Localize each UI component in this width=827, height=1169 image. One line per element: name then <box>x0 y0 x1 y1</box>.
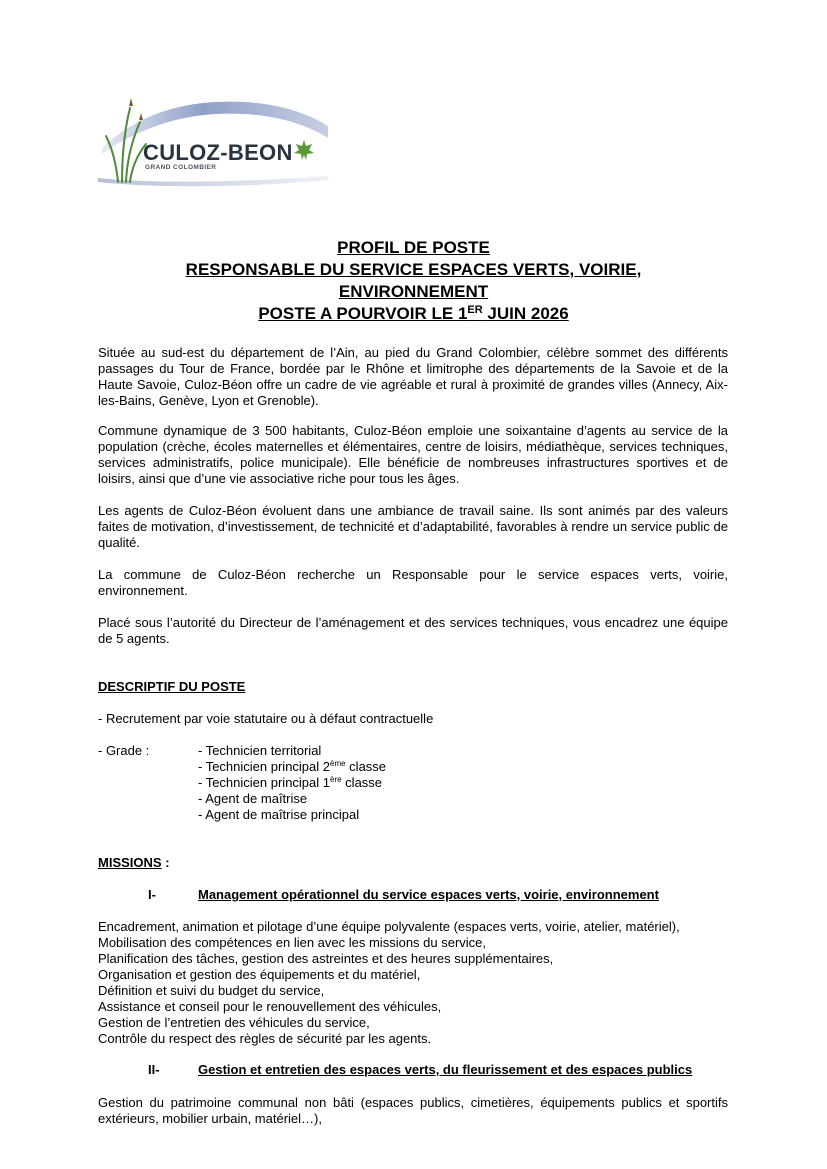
intro-paragraph-2: Commune dynamique de 3 500 habitants, Culoz-Béon emploie une soixantaine d’agents au service de la population (crèche, écoles maternelles et élémentaires, centre de loisirs, médiathèque, services techniques, services administratifs, police municipale). Elle bénéficie de nombreuses infrastructures sportives et de loisirs, ainsi que d’une vie associative riche pour tous les âges. <box>98 423 728 486</box>
section-2-number: II- <box>148 1062 160 1077</box>
recrutement-line: - Recrutement par voie statutaire ou à défaut contractuelle <box>98 711 434 726</box>
grade-label: - Grade : <box>98 743 150 758</box>
title-line-1: PROFIL DE POSTE <box>337 238 490 257</box>
section-1-number: I- <box>148 887 156 902</box>
mission-item: Planification des tâches, gestion des astreintes et des heures supplémentaires, <box>98 951 554 966</box>
grade-item-sup: ème <box>330 759 346 768</box>
grade-item <box>198 791 307 807</box>
missions-heading-suffix: : <box>161 855 170 870</box>
mission-item: Assistance et conseil pour le renouvellement des véhicules, <box>98 999 442 1014</box>
logo-name: CULOZ-BEON <box>143 140 293 165</box>
grade-item-suffix: classe <box>345 759 387 774</box>
section-2-title: Gestion et entretien des espaces verts, du fleurissement et des espaces publics <box>198 1062 693 1077</box>
section-1-title: Management opérationnel du service espaces verts, voirie, environnement <box>198 887 659 902</box>
title-line-3: ENVIRONNEMENT <box>338 282 489 301</box>
mission-item: Encadrement, animation et pilotage d’une équipe polyvalente (espaces verts, voirie, atelier, matériel), <box>98 919 680 934</box>
grade-item-text: - Agent de maîtrise principal <box>198 807 360 822</box>
grade-item-text: - Technicien territorial <box>198 743 322 758</box>
title-line-4-text: POSTE A POURVOIR LE 1 <box>258 304 468 323</box>
grade-item <box>198 743 321 759</box>
grade-item <box>198 807 359 823</box>
document-title <box>0 237 827 325</box>
mission-item: Organisation et gestion des équipements et du matériel, <box>98 967 421 982</box>
grade-item-text: - Technicien principal 2 <box>198 759 330 774</box>
mission-item: Mobilisation des compétences en lien avec les missions du service, <box>98 935 487 950</box>
title-line-2: RESPONSABLE DU SERVICE ESPACES VERTS, VOIRIE, <box>185 260 642 279</box>
grade-item-text: - Technicien principal 1 <box>198 775 330 790</box>
intro-paragraph-1: Située au sud-est du département de l’Ain, au pied du Grand Colombier, célèbre sommet des différents passages du Tour de France, bordée par le Rhône et limitrophe des départements de la Savoie et de la Haute Savoie, Culoz-Béon offre un cadre de vie agréable et rural à proximité de grandes villes (Annecy, Aix-les-Bains, Genève, Lyon et Grenoble). <box>98 345 728 408</box>
intro-paragraph-4: La commune de Culoz-Béon recherche un Responsable pour le service espaces verts, voirie, environnement. <box>98 567 728 598</box>
grade-item-text: - Agent de maîtrise <box>198 791 308 806</box>
mission-item: Définition et suivi du budget du service, <box>98 983 325 998</box>
missions-heading <box>98 855 170 871</box>
title-line-4-sup: ER <box>467 304 483 316</box>
mission-item: Contrôle du respect des règles de sécurité par les agents. <box>98 1031 432 1046</box>
title-line-4 <box>0 303 827 325</box>
section-2-text: Gestion du patrimoine communal non bâti (espaces publics, cimetières, équipements publics et sportifs extérieurs, mobilier urbain, matériel…), <box>98 1095 728 1126</box>
intro-paragraph-5: Placé sous l’autorité du Directeur de l’aménagement et des services techniques, vous encadrez une équipe de 5 agents. <box>98 615 728 646</box>
grade-item-suffix: classe <box>341 775 383 790</box>
grade-item <box>198 759 386 775</box>
grade-item <box>198 775 382 791</box>
section-1-list <box>98 919 738 1047</box>
grade-item-sup: ère <box>330 775 342 784</box>
mission-item: Gestion de l’entretien des véhicules du service, <box>98 1015 370 1030</box>
missions-heading-text: MISSIONS <box>98 855 162 870</box>
culoz-beon-logo <box>96 96 332 188</box>
intro-paragraph-3: Les agents de Culoz-Béon évoluent dans une ambiance de travail saine. Ils sont animés par des valeurs faites de motivation, d’investissement, de technicité et d’adaptabilité, favorables à rendre un service public de qualité. <box>98 503 728 550</box>
descriptif-heading: DESCRIPTIF DU POSTE <box>98 679 246 694</box>
logo-subtitle: GRAND COLOMBIER <box>145 164 217 171</box>
title-line-4-date: JUIN 2026 <box>482 304 569 323</box>
